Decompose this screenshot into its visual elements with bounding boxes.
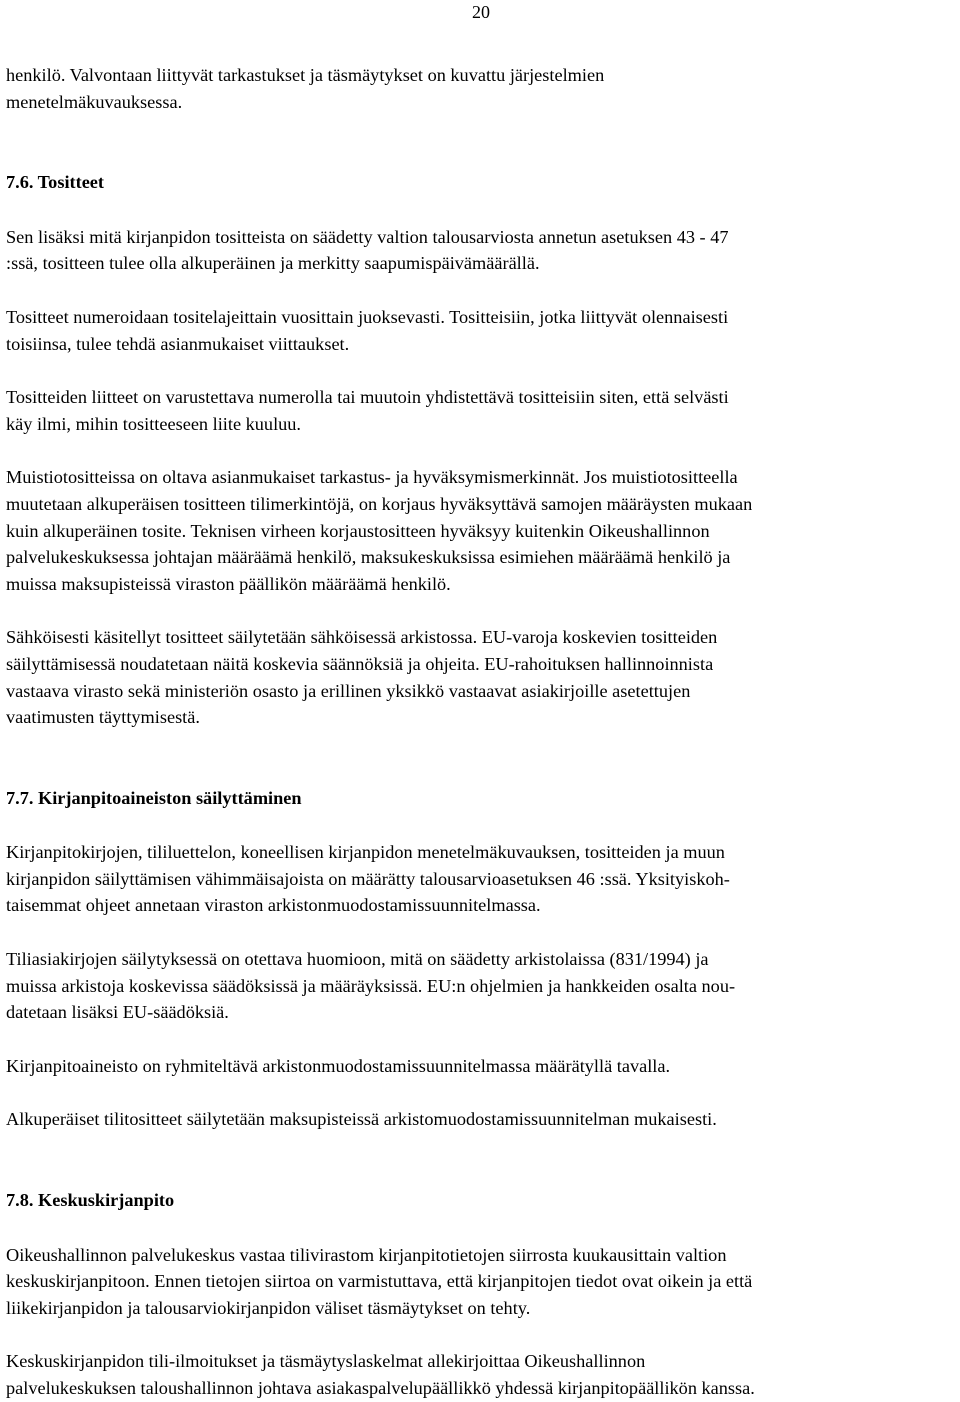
section-heading-7-7 — [6, 785, 956, 812]
section-number: 7.8. — [6, 1190, 34, 1211]
text-line: Kirjanpitokirjojen, tililuettelon, koneellisen kirjanpidon menetelmäkuvauksen, tositteiden ja muun — [6, 842, 725, 863]
text-line: Keskuskirjanpidon tili-ilmoitukset ja täsmäytyslaskelmat allekirjoittaa Oikeushallinnon — [6, 1351, 646, 1372]
text-line: toisiinsa, tulee tehdä asianmukaiset viittaukset. — [6, 333, 350, 354]
paragraph — [6, 224, 956, 277]
text-line: kirjanpidon säilyttämisen vähimmäisajoista on määrätty talousarvioasetuksen 46 :ssä. Yksityiskoh- — [6, 868, 730, 889]
paragraph — [6, 1348, 956, 1401]
text-line: palvelukeskuksen taloushallinnon johtava asiakaspalvelupäällikkö yhdessä kirjanpitopäällikön kanssa. — [6, 1378, 755, 1398]
section-number: 7.6. — [6, 172, 34, 193]
text-line: Tositteet numeroidaan tositelajeittain vuosittain juoksevasti. Tositteisiin, jotka liittyvät olennaisesti — [6, 306, 729, 327]
paragraph — [6, 624, 956, 730]
section-title: Keskuskirjanpito — [38, 1190, 175, 1211]
intro-paragraph — [6, 62, 956, 115]
section-title: Kirjanpitoaineiston säilyttäminen — [38, 787, 302, 808]
text-line: kuin alkuperäinen tosite. Teknisen virheen korjaustositteen hyväksyy kuitenkin Oikeushallinnon — [6, 520, 710, 541]
text-line: Oikeushallinnon palvelukeskus vastaa tilivirastom kirjanpitotietojen siirrosta kuukausittain valtion — [6, 1244, 727, 1265]
text-line: datetaan lisäksi EU-säädöksiä. — [6, 1002, 229, 1023]
paragraph — [6, 464, 956, 597]
section-heading-7-8 — [6, 1187, 956, 1214]
text-line: :ssä, tositteen tulee olla alkuperäinen ja merkitty saapumispäivämäärällä. — [6, 253, 540, 274]
page-content — [6, 62, 956, 1402]
text-line: vastaava virasto sekä ministeriön osasto ja erillinen yksikkö vastaavat asiakirjoille asetettujen — [6, 680, 691, 701]
paragraph — [6, 946, 956, 1026]
paragraph — [6, 839, 956, 919]
section-heading-7-6 — [6, 169, 956, 196]
text-line: muissa maksupisteissä viraston päällikön määräämä henkilö. — [6, 573, 451, 594]
text-line: Tiliasiakirjojen säilytyksessä on otettava huomioon, mitä on säädetty arkistolaissa (831/1994) ja — [6, 949, 709, 970]
text-line: taisemmat ohjeet annetaan viraston arkistonmuodostamissuunnitelmassa. — [6, 895, 541, 916]
paragraph — [6, 1106, 956, 1133]
text-line: käy ilmi, mihin tositteeseen liite kuuluu. — [6, 413, 301, 434]
text-line: palvelukeskuksessa johtajan määräämä henkilö, maksukeskuksissa esimiehen määräämä henkilö ja — [6, 547, 731, 568]
text-line: henkilö. Valvontaan liittyvät tarkastukset ja täsmäytykset on kuvattu järjestelmien — [6, 65, 605, 85]
section-number: 7.7. — [6, 787, 34, 808]
text-line: muissa arkistoja koskevissa säädöksissä ja määräyksissä. EU:n ohjelmien ja hankkeiden osalta nou- — [6, 975, 736, 996]
text-line: Kirjanpitoaineisto on ryhmiteltävä arkistonmuodostamissuunnitelmassa määrätyllä tavalla. — [6, 1055, 671, 1076]
section-title: Tositteet — [37, 172, 105, 193]
text-line: liikekirjanpidon ja talousarviokirjanpidon väliset täsmäytykset on tehty. — [6, 1297, 531, 1318]
paragraph — [6, 384, 956, 437]
text-line: Muistiotositteissa on oltava asianmukaiset tarkastus- ja hyväksymismerkinnät. Jos muistiotositteella — [6, 467, 738, 488]
paragraph — [6, 304, 956, 357]
paragraph — [6, 1053, 956, 1080]
text-line: Tositteiden liitteet on varustettava numerolla tai muutoin yhdistettävä tositteisiin siten, että selvästi — [6, 387, 729, 408]
text-line: muutetaan alkuperäisen tositteen tilimerkintöjä, on korjaus hyväksyttävä samojen määräysten mukaan — [6, 493, 753, 514]
text-line: säilyttämisessä noudatetaan näitä koskevia säännöksiä ja ohjeita. EU-rahoituksen hallinnoinnista — [6, 653, 714, 674]
text-line: Sähköisesti käsitellyt tositteet säilytetään sähköisessä arkistossa. EU-varoja koskevien tositteiden — [6, 627, 718, 648]
text-line: vaatimusten täyttymisestä. — [6, 707, 200, 728]
paragraph — [6, 1242, 956, 1322]
text-line: Alkuperäiset tilitositteet säilytetään maksupisteissä arkistomuodostamissuunnitelman mukaisesti. — [6, 1109, 717, 1130]
page-number: 20 — [472, 2, 490, 22]
text-line: menetelmäkuvauksessa. — [6, 91, 183, 112]
text-line: Sen lisäksi mitä kirjanpidon tositteista on säädetty valtion talousarviosta annetun asetuksen 43 - 47 — [6, 226, 729, 247]
text-line: keskuskirjanpitoon. Ennen tietojen siirtoa on varmistuttava, että kirjanpitojen tiedot ovat oikein ja että — [6, 1271, 753, 1292]
